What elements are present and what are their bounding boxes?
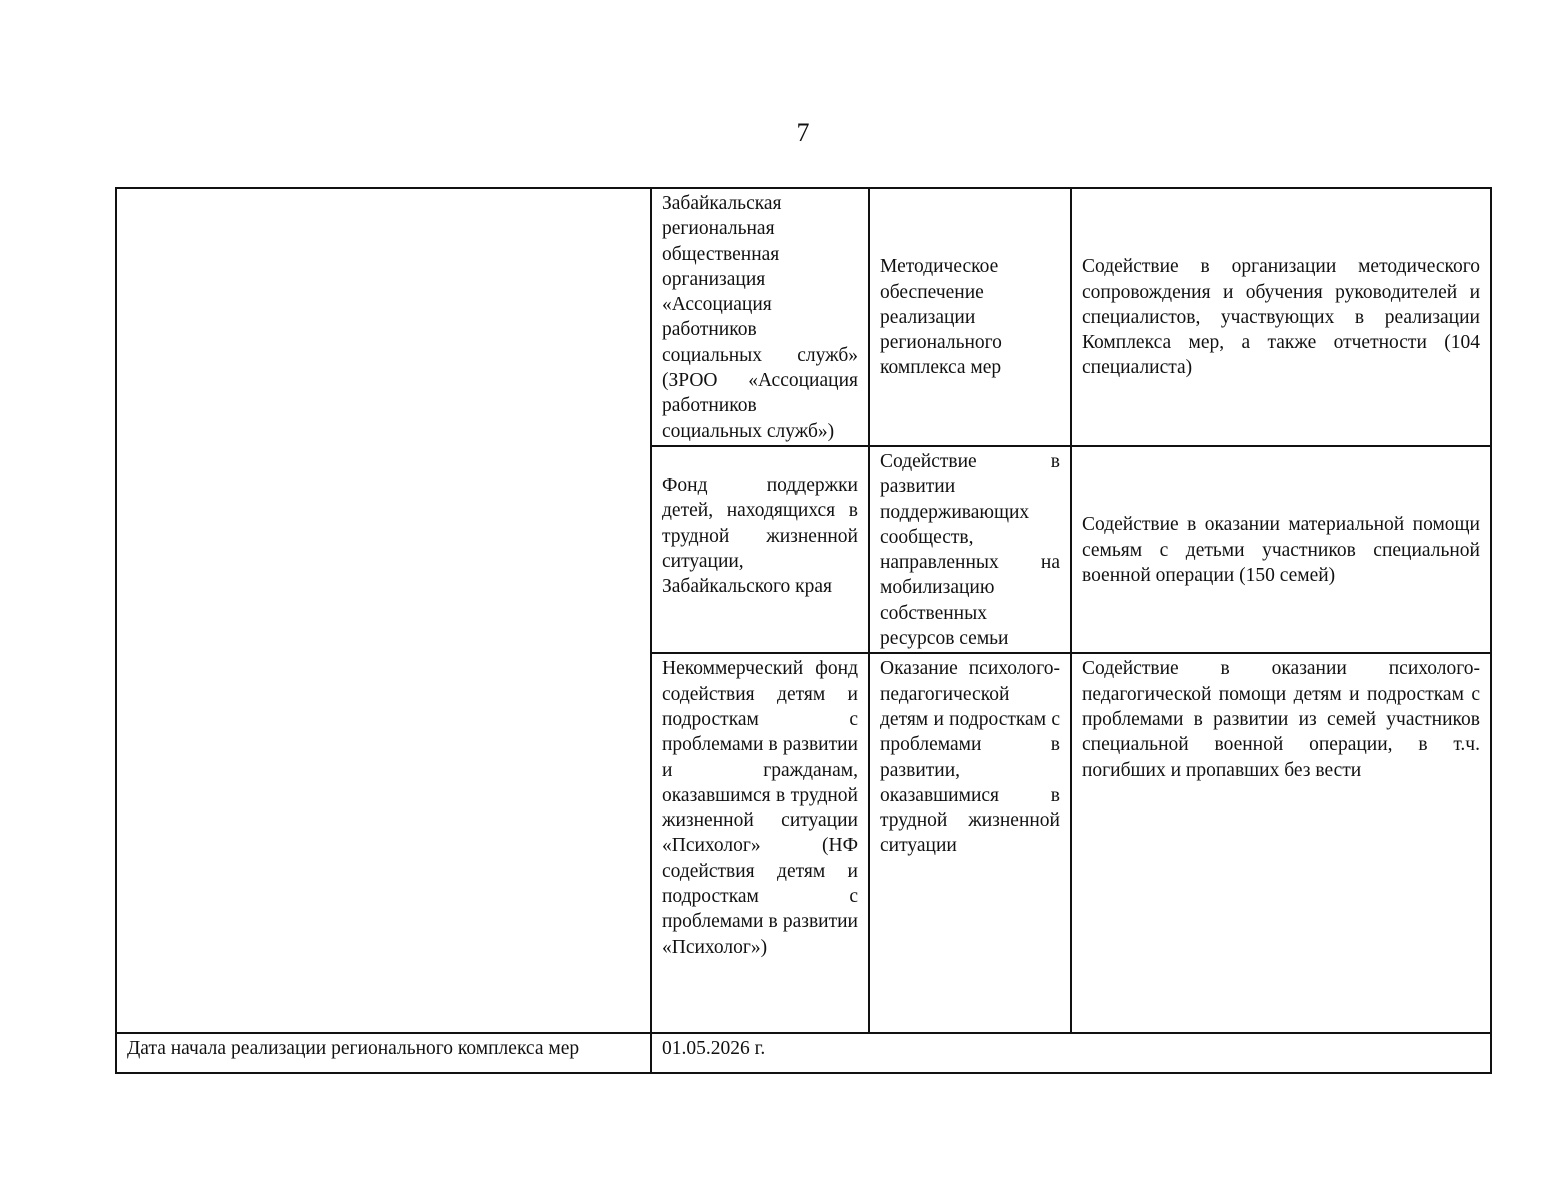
- organization-cell: Забайкальская региональная общественная организация «Ассоциация работников социальных служб» (ЗРОО «Ассоциация работников социальных служб»): [651, 188, 869, 446]
- table-row: [116, 1033, 1491, 1073]
- direction-cell: Содействие в развитии поддерживающих сообществ, направленных на мобилизацию собственных ресурсов семьи: [869, 446, 1071, 653]
- direction-cell: Методическое обеспечение реализации регионального комплекса мер: [869, 188, 1071, 446]
- result-cell: Содействие в оказании психолого-педагогической помощи детям и подросткам с проблемами в развитии из семей участников специальной военной операции, в т.ч. погибших и пропавших без вести: [1071, 653, 1491, 1033]
- organization-cell: Фонд поддержки детей, находящихся в трудной жизненной ситуации, Забайкальского края: [651, 446, 869, 653]
- start-date-label: Дата начала реализации регионального комплекса мер: [116, 1033, 651, 1073]
- page-number: 7: [796, 118, 810, 147]
- start-date-value: 01.05.2026 г.: [651, 1033, 1491, 1073]
- result-cell: Содействие в организации методического сопровождения и обучения руководителей и специалистов, участвующих в реализации Комплекса мер, а также отчетности (104 специалиста): [1071, 188, 1491, 446]
- direction-cell: Оказание психолого-педагогической детям и подросткам с проблемами в развитии, оказавшимися в трудной жизненной ситуации: [869, 653, 1071, 1033]
- result-cell: Содействие в оказании материальной помощи семьям с детьми участников специальной военной операции (150 семей): [1071, 446, 1491, 653]
- organization-cell: Некоммерческий фонд содействия детям и подросткам с проблемами в развитии и гражданам, оказавшимся в трудной жизненной ситуации «Психолог» (НФ содействия детям и подросткам с проблемами в развитии «Психолог»): [651, 653, 869, 1033]
- measures-table: [115, 187, 1492, 1074]
- empty-cell: [116, 188, 651, 1033]
- table-row: [116, 188, 1491, 446]
